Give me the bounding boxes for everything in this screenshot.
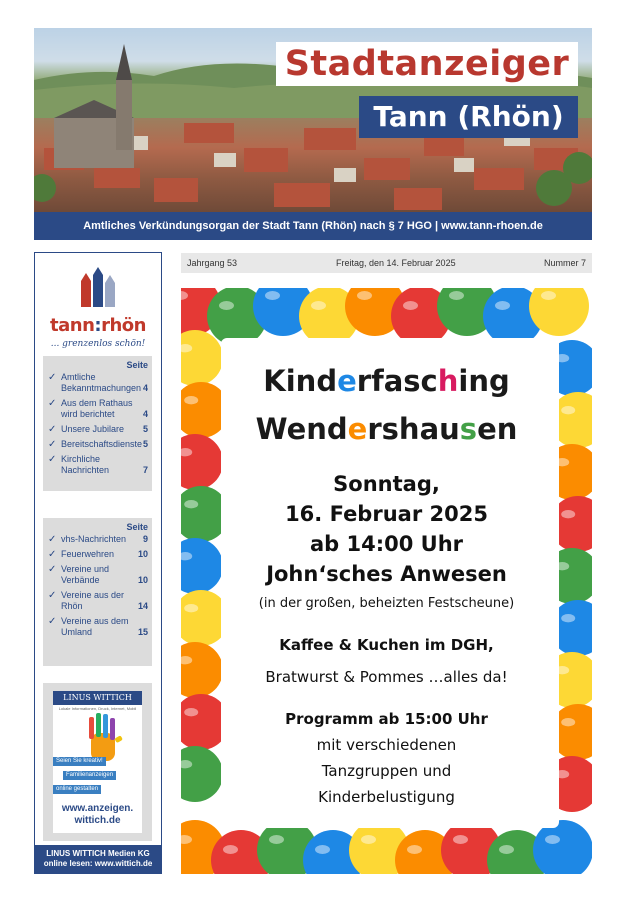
balloon-highlight	[269, 835, 284, 844]
checkmark-icon: ✓	[48, 564, 57, 575]
event-poster	[181, 288, 592, 874]
toc-item-page: 4	[142, 409, 148, 419]
balloon-highlight	[453, 835, 468, 844]
toc-item-label: Bereitschaftsdienste	[61, 439, 143, 449]
poster-program-line: mit verschiedenen	[316, 736, 457, 754]
advert-url-line: www.anzeigen.	[61, 803, 134, 814]
poster-title-letter: n	[496, 412, 518, 446]
poster-title-letter: f	[371, 364, 384, 398]
issue-number: Nummer 7	[543, 258, 586, 268]
poster-title-letter: u	[439, 412, 460, 446]
poster-time: ab 14:00 Uhr	[309, 532, 464, 556]
toc-item-page: 4	[142, 383, 148, 393]
table-of-contents-1	[43, 356, 152, 491]
header-banner: Amtliches Verkündungsorgan der Stadt Tann (Rhön) nach § 7 HGO | www.tann-rhoen.de	[34, 212, 592, 240]
balloon-highlight	[407, 845, 422, 854]
poster-title-letter: s	[403, 364, 421, 398]
toc-item-label: Vereine aus der Rhön	[61, 590, 125, 611]
poster-title-1	[181, 364, 592, 398]
toc-item-label: Vereine und Verbände	[61, 564, 110, 585]
toc-item[interactable]	[48, 616, 148, 638]
toc-item-label: Feuerwehren	[61, 549, 115, 559]
issue-date: Freitag, den 14. Februar 2025	[336, 258, 456, 268]
balloon-highlight	[495, 301, 510, 310]
poster-title-letter: a	[383, 364, 404, 398]
balloon-highlight	[223, 845, 238, 854]
toc-item-page: 7	[142, 465, 148, 475]
poster-title-letter: i	[285, 364, 296, 398]
poster-food-1: Kaffee & Kuchen im DGH,	[279, 636, 494, 654]
toc-item-page: 9	[142, 534, 148, 544]
balloon-highlight	[561, 614, 575, 622]
poster-title-letter: n	[468, 364, 489, 398]
issue-volume: Jahrgang 53	[187, 258, 238, 268]
poster-date: 16. Februar 2025	[285, 502, 488, 526]
advert-chip: Familienanzeigen	[63, 771, 116, 780]
wittich-advert[interactable]	[43, 683, 152, 841]
castle-logo-icon	[35, 267, 161, 317]
balloon	[533, 820, 592, 874]
balloon-highlight	[357, 291, 372, 300]
poster-title-letter: a	[419, 412, 440, 446]
toc-item[interactable]	[48, 549, 148, 560]
logo-wordmark	[35, 315, 161, 336]
toc-item-page: 5	[142, 439, 148, 449]
footer-publisher: LINUS WITTICH Medien KG	[46, 849, 150, 858]
table-of-contents-2	[43, 518, 152, 666]
toc-item-label: Aus dem Rathaus wird berichtet	[61, 398, 133, 419]
logo-word-b: rhön	[101, 315, 146, 336]
toc-item-page: 10	[137, 575, 148, 585]
poster-title-letter: e	[347, 412, 368, 446]
poster-title-letter: d	[316, 364, 338, 398]
balloon-highlight	[499, 845, 514, 854]
poster-venue-note: (in der großen, beheizten Festscheune)	[258, 596, 515, 611]
poster-day: Sonntag,	[333, 472, 440, 496]
toc-item-label: Kirchliche Nachrichten	[61, 454, 110, 475]
balloon-highlight	[541, 291, 556, 300]
toc-item[interactable]	[48, 372, 148, 394]
advert-url[interactable]	[53, 803, 142, 827]
logo-word-sep: :	[94, 315, 102, 336]
poster-title-letter: c	[420, 364, 438, 398]
poster-title-letter: e	[337, 364, 357, 398]
header-photo	[34, 28, 592, 212]
toc-item-label: Amtliche Bekanntmachungen	[61, 372, 142, 393]
checkmark-icon: ✓	[48, 549, 57, 560]
balloon-highlight	[315, 845, 330, 854]
toc-item-page: 5	[142, 424, 148, 434]
balloon-highlight	[361, 835, 376, 844]
checkmark-icon: ✓	[48, 616, 57, 627]
poster-food-2: Bratwurst & Pommes …alles da!	[265, 668, 508, 686]
issue-info-bar	[181, 253, 592, 273]
toc-item[interactable]	[48, 534, 148, 545]
toc-item[interactable]	[48, 590, 148, 612]
poster-title-letter: i	[458, 364, 469, 398]
toc-item[interactable]	[48, 439, 148, 450]
balloon-highlight	[265, 291, 280, 300]
balloon-highlight	[311, 301, 326, 310]
poster-title-letter: g	[489, 364, 510, 398]
toc-heading: Seite	[126, 522, 148, 532]
toc-item[interactable]	[48, 564, 148, 586]
checkmark-icon: ✓	[48, 454, 57, 465]
logo-tagline: ... grenzenlos schön!	[50, 339, 146, 349]
advert-chip: online gestalten	[53, 785, 101, 794]
checkmark-icon: ✓	[48, 372, 57, 383]
balloon-highlight	[219, 301, 234, 310]
toc-item-page: 15	[137, 627, 148, 637]
poster-program-line: Tanzgruppen und	[321, 762, 452, 780]
poster-title-letter: d	[326, 412, 348, 446]
poster-title-letter: e	[477, 412, 497, 446]
advert-subline: Lokale Informationen, Druck, Internet, Mobil	[58, 706, 137, 711]
poster-title-letter: h	[437, 364, 459, 398]
checkmark-icon: ✓	[48, 534, 57, 545]
balloon-highlight	[449, 291, 464, 300]
poster-title-letter: n	[306, 412, 327, 446]
toc-heading: Seite	[126, 360, 148, 370]
advert-card	[53, 691, 142, 833]
checkmark-icon: ✓	[48, 424, 57, 435]
poster-program: Programm ab 15:00 Uhr	[285, 710, 488, 728]
toc-item-label: Unsere Jubilare	[61, 424, 125, 434]
poster-venue: John‘sches Anwesen	[266, 562, 507, 586]
footer-online-link[interactable]: online lesen: www.wittich.de	[43, 859, 153, 868]
toc-item[interactable]	[48, 424, 148, 435]
logo-word-a: tann	[50, 315, 95, 336]
poster-title-letter: n	[295, 364, 317, 398]
poster-title-letter: e	[286, 412, 307, 446]
poster-title-letter: r	[356, 364, 372, 398]
poster-title-2	[181, 412, 592, 446]
poster-title-letter: s	[459, 412, 478, 446]
balloon-highlight	[545, 835, 560, 844]
checkmark-icon: ✓	[48, 590, 57, 601]
checkmark-icon: ✓	[48, 398, 57, 409]
sidebar-footer	[35, 845, 161, 873]
poster-title-letter: s	[381, 412, 399, 446]
advert-url-line: wittich.de	[74, 815, 121, 826]
poster-title-letter: W	[255, 412, 287, 446]
toc-item-page: 14	[137, 601, 148, 611]
poster-title-letter: r	[367, 412, 382, 446]
sidebar	[34, 252, 162, 874]
toc-item[interactable]	[48, 454, 148, 476]
toc-item-label: Vereine aus dem Umland	[61, 616, 129, 637]
tann-rhoen-logo	[35, 267, 161, 351]
toc-item-label: vhs-Nachrichten	[61, 534, 127, 544]
masthead-subtitle: Tann (Rhön)	[359, 96, 578, 138]
poster-title-letter: K	[263, 364, 286, 398]
masthead-title: Stadtanzeiger	[276, 42, 578, 86]
poster-title-letter: h	[398, 412, 420, 446]
advert-brand: LINUS WITTICH	[53, 691, 142, 705]
toc-item-page: 10	[137, 549, 148, 559]
balloon-highlight	[403, 301, 418, 310]
advert-chip: Seien Sie kreativ!	[53, 757, 106, 766]
checkmark-icon: ✓	[48, 439, 57, 450]
poster-program-line: Kinderbelustigung	[318, 788, 455, 806]
toc-item[interactable]	[48, 398, 148, 420]
